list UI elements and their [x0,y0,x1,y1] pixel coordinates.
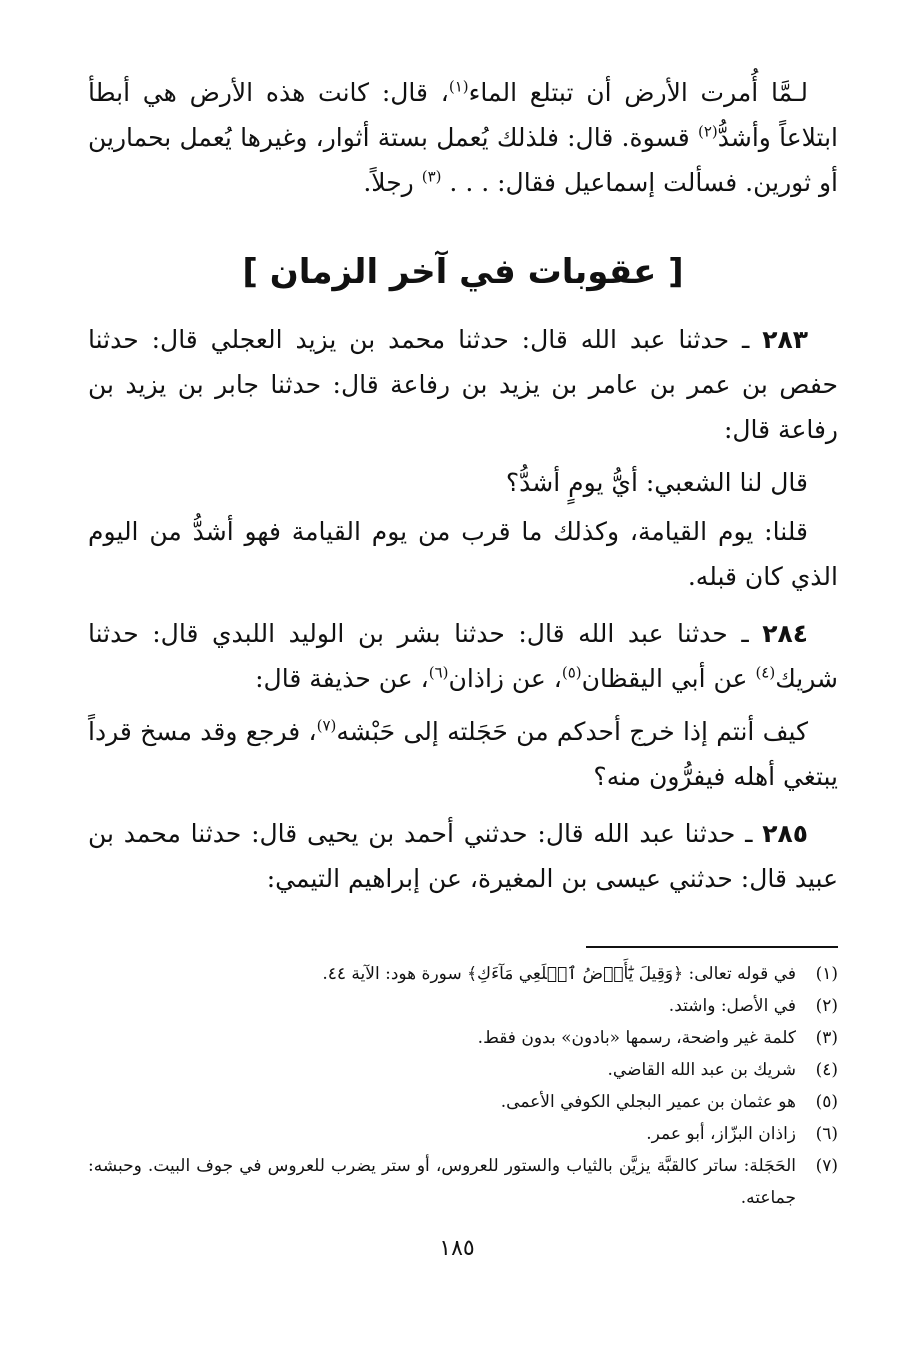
footnote-number: (٦) [815,1124,838,1144]
isnad-text-d: ، عن حذيفة قال: [255,664,429,693]
footnote-text: الحَجَلة: ساتر كالقبَّة يزيَّن بالثياب والستور للعروس، أو ستر يضرب للعروس في جوف البيت. وحبشه: جماعته. [88,1156,796,1208]
intro-text-4: رجلاً. [363,168,422,197]
footnote-ref-1[interactable]: (١) [448,77,469,96]
footnotes [88,958,838,1214]
main-text [88,70,838,913]
matn-text-a: كيف أنتم إذا خرج أحدكم من حَجَلته إلى حَبْشه [336,717,808,746]
footnote-5 [88,1086,838,1118]
footnote-text: زاذان البزّاز، أبو عمر. [646,1124,796,1144]
footnote-4 [88,1054,838,1086]
footnote-ref-7[interactable]: (٧) [316,716,337,735]
footnote-number: (٣) [815,1028,838,1048]
section-heading: [ عقوبات في آخر الزمان ] [242,252,684,292]
intro-text-1: لـمَّا أُمرت الأرض أن تبتلع الماء [468,78,809,107]
footnote-6 [88,1118,838,1150]
footnote-number: (١) [815,964,838,984]
footnote-3 [88,1022,838,1054]
isnad-text-b: عن أبي اليقظان [581,664,756,693]
hadith-283 [88,317,838,599]
isnad-text: ـ حدثنا عبد الله قال: حدثني أحمد بن يحيى قال: حدثنا محمد بن عبيد قال: حدثني عيسى بن المغيرة، عن إبراهيم التيمي: [88,819,838,893]
footnote-number: (٢) [815,996,838,1016]
isnad-text: ـ حدثنا عبد الله قال: حدثنا محمد بن يزيد العجلي قال: حدثنا حفص بن عمر بن عامر بن يزيد بن رفاعة قال: حدثنا جابر بن يزيد بن رفاعة قال: [88,325,838,444]
intro-text-3: قسوة. قال: فلذلك يُعمل بستة أثوار، وغيرها يُعمل بحمارين أو ثورين. فسألت إسماعيل فقال: . . . [88,123,838,197]
intro-text [88,70,838,205]
isnad-text-c: ، عن زاذان [448,664,562,693]
footnote-number: (٧) [815,1156,838,1176]
intro-text-2: ، قال: كانت هذه الأرض هي أبطأ ابتلاعاً وأشدُّ [88,78,838,152]
footnote-text: هو عثمان بن عمير البجلي الكوفي الأعمى. [500,1092,796,1112]
footnote-2 [88,990,838,1022]
footnote-ref-6[interactable]: (٦) [428,663,449,682]
hadith-284 [88,611,838,799]
footnote-7 [88,1150,838,1214]
hadith-283-isnad [88,317,838,452]
hadith-number: ٢٨٣ [762,325,808,354]
matn-text-b: ، فرجع وقد مسخ قرداً يبتغي أهله فيفرُّون منه؟ [88,717,838,791]
hadith-number: ٢٨٥ [762,819,808,848]
footnote-separator [586,946,838,948]
footnote-ref-5[interactable]: (٥) [561,663,582,682]
page-number: ١٨٥ [439,1236,475,1261]
footnote-ref-2[interactable]: (٢) [697,122,718,141]
hadith-283-text-1: قال لنا الشعبي: أيُّ يومٍ أشدُّ؟ [505,468,808,497]
footnote-text: في الأصل: واشتد. [668,996,796,1016]
footnote-text: كلمة غير واضحة، رسمها «بادون» بدون فقط. [477,1028,796,1048]
footnote-number: (٥) [815,1092,838,1112]
footnote-ref-3[interactable]: (٣) [421,167,442,186]
footnote-text: شريك بن عبد الله القاضي. [607,1060,796,1080]
footnote-1 [88,958,838,990]
footnote-ref-4[interactable]: (٤) [755,663,776,682]
isnad-text-a: ـ حدثنا عبد الله قال: حدثنا بشر بن الوليد اللبدي قال: حدثنا شريك [88,619,838,693]
hadith-number: ٢٨٤ [762,619,808,648]
intro-paragraph [88,70,838,205]
hadith-285 [88,811,838,901]
hadith-284-text [88,709,838,799]
footnote-text: في قوله تعالى: ﴿وَقِيلَ يَٰٓأَرۡضُ ٱبۡلَعِي مَآءَكِ﴾ سورة هود: الآية ٤٤. [322,964,796,984]
hadith-284-isnad [88,611,838,701]
hadith-283-text-2: قلنا: يوم القيامة، وكذلك ما قرب من يوم القيامة فهو أشدُّ من اليوم الذي كان قبله. [88,517,838,591]
footnote-number: (٤) [815,1060,838,1080]
hadith-285-isnad [88,811,838,901]
